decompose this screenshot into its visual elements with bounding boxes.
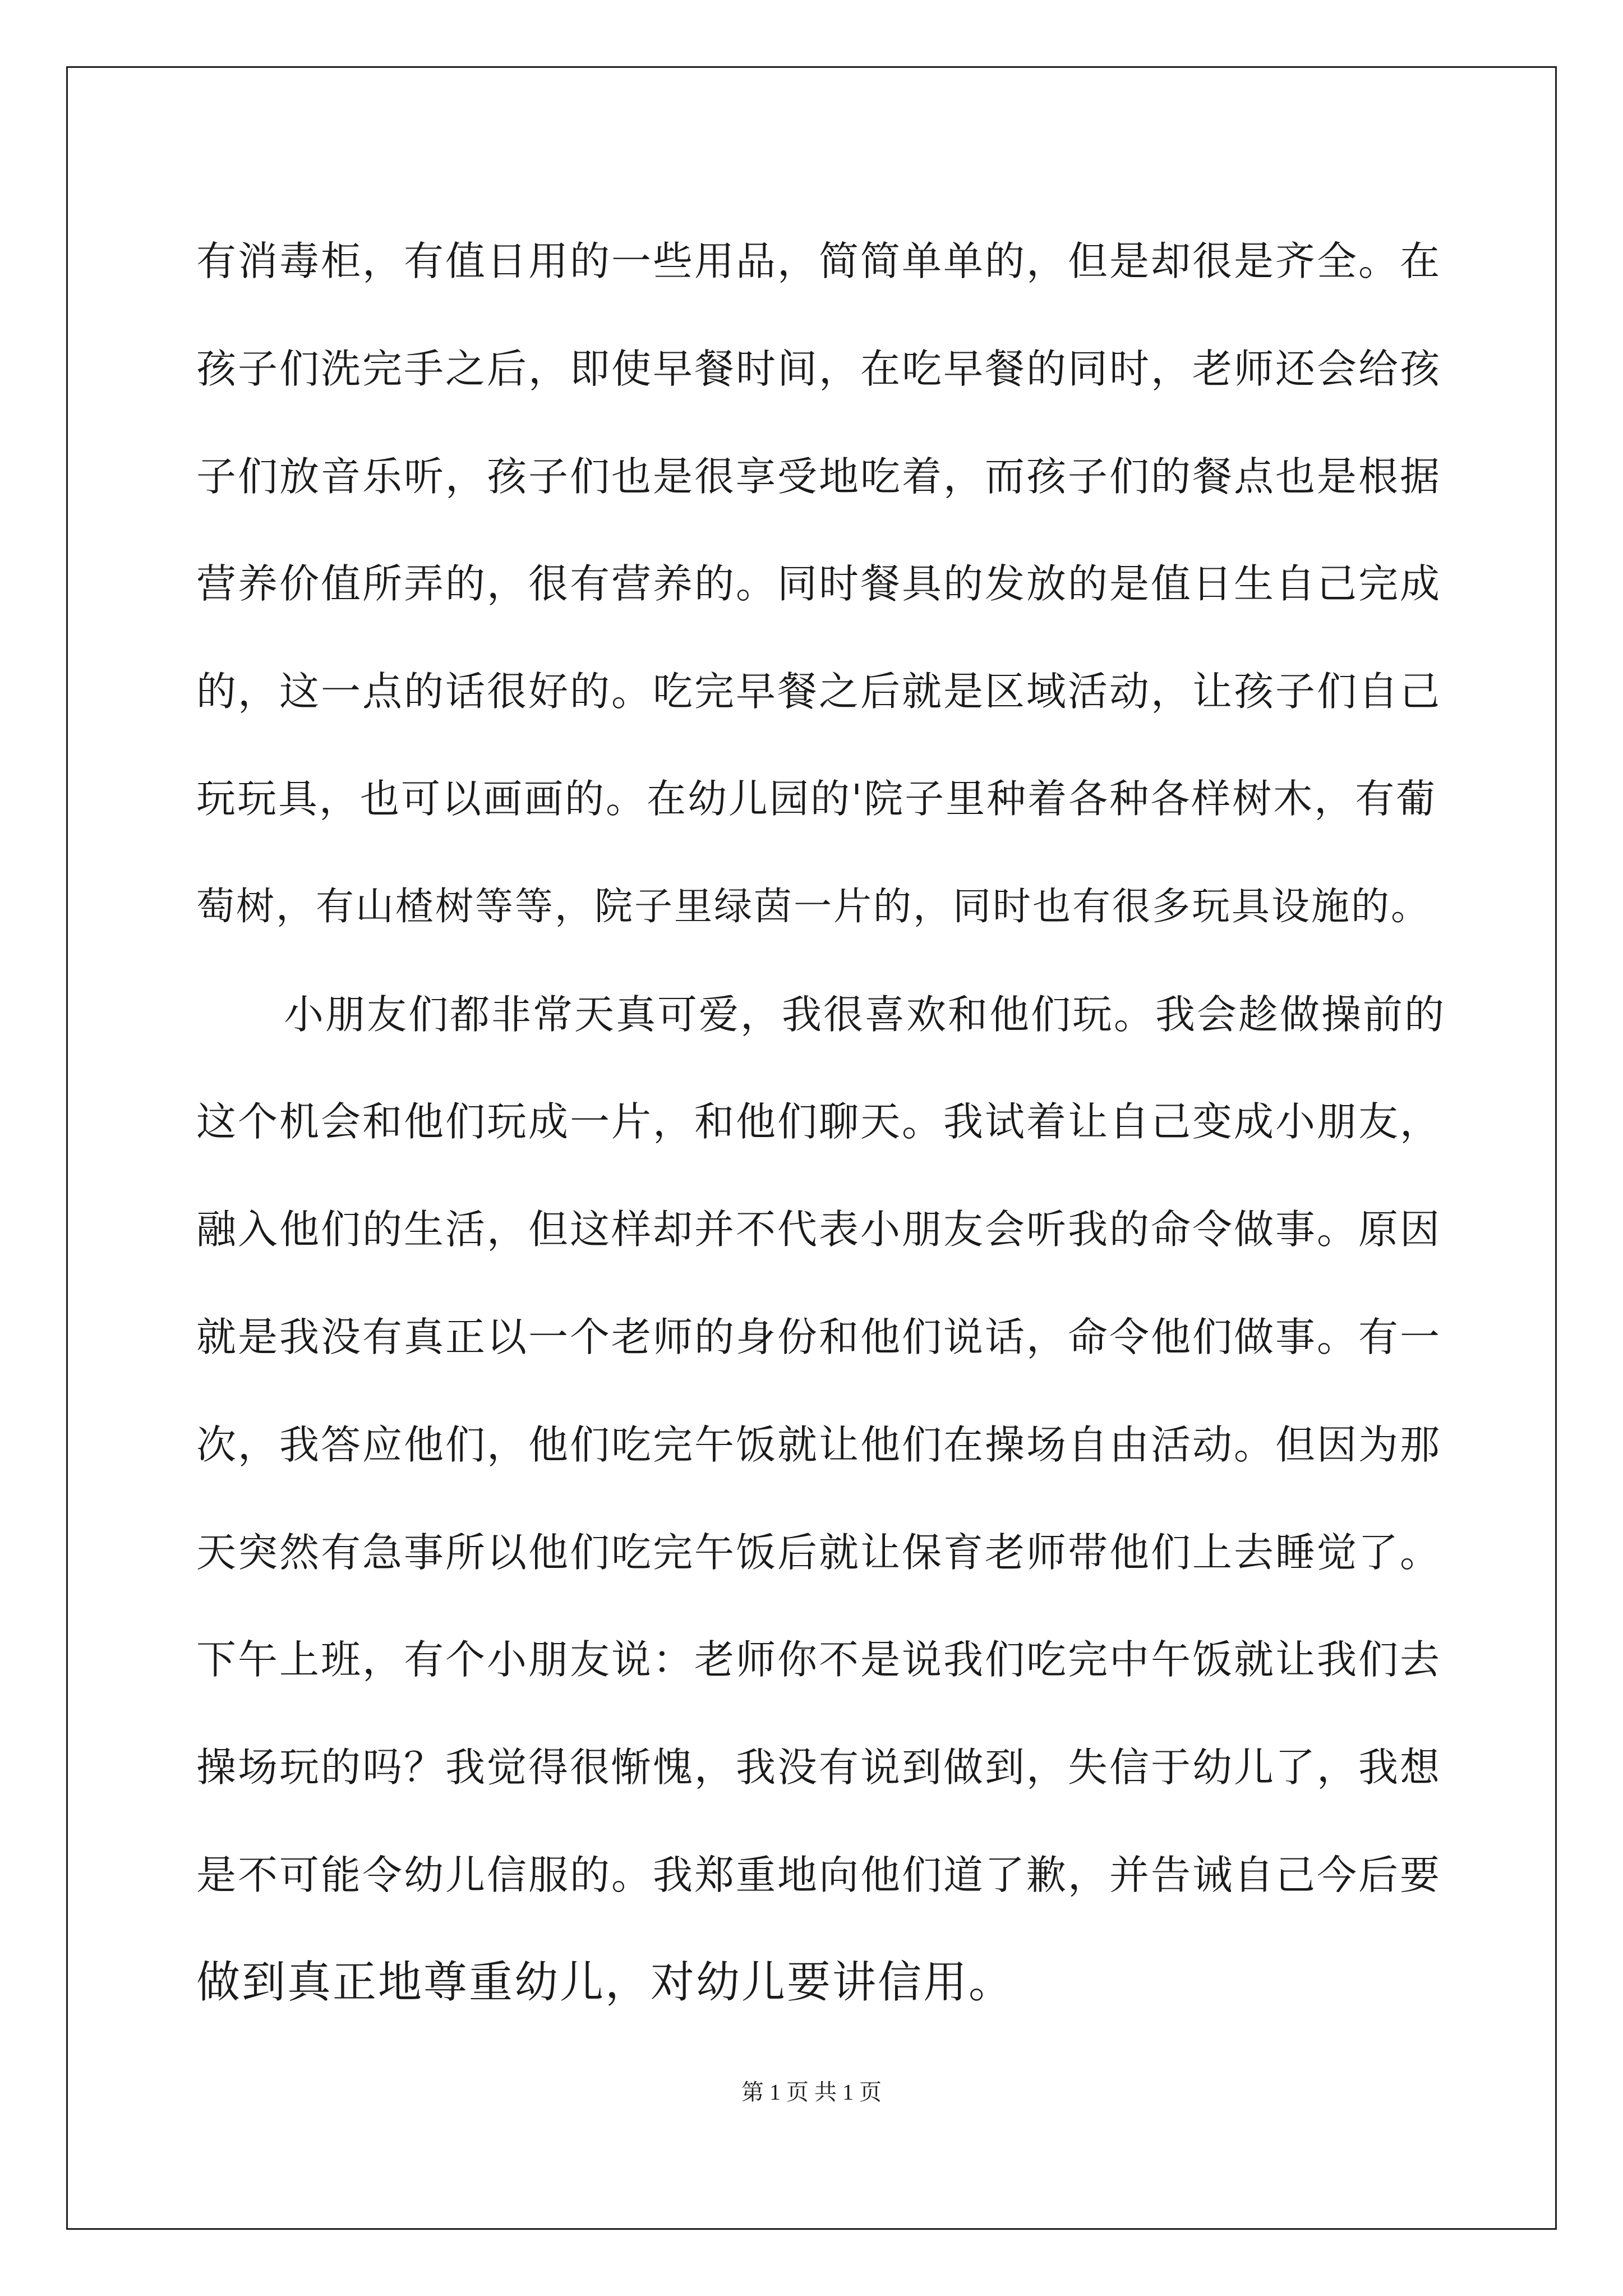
text-line: 操场玩的吗？我觉得很惭愧，我没有说到做到，失信于幼儿了，我想 xyxy=(196,1744,1442,1791)
text-line: 有消毒柜，有值日用的一些用品，简简单单的，但是却很是齐全。在 xyxy=(196,238,1442,284)
text-line: 下午上班，有个小朋友说：老师你不是说我们吃完中午饭就让我们去 xyxy=(196,1636,1442,1683)
page-number-footer: 第 1 页 共 1 页 xyxy=(741,2079,882,2105)
text-line: 融入他们的生活，但这样却并不代表小朋友会听我的命令做事。原因 xyxy=(196,1206,1442,1253)
text-line: 做到真正地尊重幼儿，对幼儿要讲信用。 xyxy=(196,1957,1015,2008)
text-line: 这个机会和他们玩成一片，和他们聊天。我试着让自己变成小朋友， xyxy=(196,1098,1442,1145)
text-line: 孩子们洗完手之后，即使早餐时间，在吃早餐的同时，老师还会给孩 xyxy=(196,345,1442,392)
text-line: 子们放音乐听，孩子们也是很享受地吃着，而孩子们的餐点也是根据 xyxy=(196,453,1442,500)
text-line: 玩玩具，也可以画画的。在幼儿园的'院子里种着各种各样树木，有葡 xyxy=(196,775,1437,822)
document-body xyxy=(196,208,1446,2037)
text-line: 是不可能令幼儿信服的。我郑重地向他们道了歉，并告诫自己今后要 xyxy=(196,1851,1442,1898)
text-line: 次，我答应他们，他们吃完午饭就让他们在操场自由活动。但因为那 xyxy=(196,1421,1442,1468)
text-line: 的，这一点的话很好的。吃完早餐之后就是区域活动，让孩子们自己 xyxy=(196,668,1442,715)
text-line: 萄树，有山楂树等等，院子里绿茵一片的，同时也有很多玩具设施的。 xyxy=(196,884,1431,929)
text-line: 就是我没有真正以一个老师的身份和他们说话，命令他们做事。有一 xyxy=(196,1313,1442,1360)
text-line: 天突然有急事所以他们吃完午饭后就让保育老师带他们上去睡觉了。 xyxy=(196,1529,1442,1576)
text-line: 营养价值所弄的，很有营养的。同时餐具的发放的是值日生自己完成 xyxy=(196,560,1442,608)
paragraph-first-line: 小朋友们都非常天真可爱，我很喜欢和他们玩。我会趁做操前的 xyxy=(284,991,1446,1038)
